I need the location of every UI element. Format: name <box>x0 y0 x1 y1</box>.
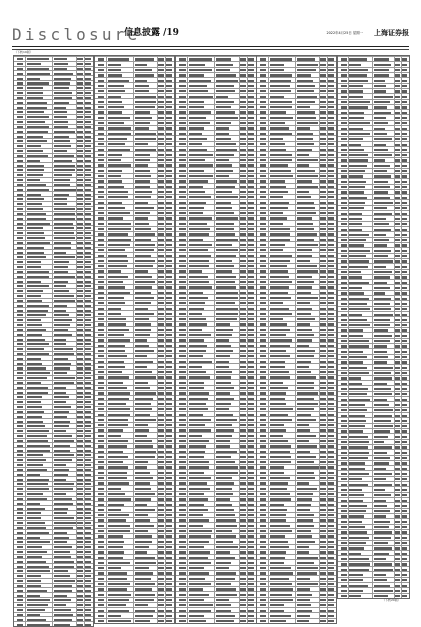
table-cell <box>166 620 172 622</box>
table-cell <box>135 620 150 622</box>
table-cell <box>270 620 287 622</box>
table-cell <box>320 620 326 622</box>
table-cell <box>108 620 131 622</box>
table-column-4 <box>256 55 337 624</box>
table-cell <box>216 620 234 622</box>
table-cell <box>179 620 185 622</box>
masthead <box>12 22 409 48</box>
table-row <box>14 621 93 626</box>
table-cell <box>189 620 206 622</box>
table-row <box>176 618 256 623</box>
table-row <box>257 618 336 623</box>
table-cell <box>98 620 104 622</box>
table-cell <box>341 595 347 597</box>
table-row <box>95 618 174 623</box>
table-column-2 <box>94 55 175 624</box>
table-cell <box>402 595 407 597</box>
masthead-rule <box>12 46 409 47</box>
table-cell <box>77 624 83 626</box>
table-cell <box>297 620 310 622</box>
masthead-rule-thin <box>12 49 409 50</box>
paper-name: 上海证券报 <box>374 28 409 37</box>
table-cell <box>17 624 23 626</box>
table-cell <box>260 620 266 622</box>
table-cell <box>158 620 164 622</box>
continuation-caption: （下转19版） <box>14 50 33 54</box>
table-column-5 <box>337 55 410 599</box>
table-cell <box>85 624 91 626</box>
table-cell <box>240 620 246 622</box>
table-cell <box>54 624 70 626</box>
table-cell <box>349 595 361 597</box>
table-column-1 <box>13 55 94 627</box>
section-title: 信息披露 /19 <box>124 28 179 38</box>
date-line: 2022年4月25日 星期一 <box>326 31 363 35</box>
table-cell <box>328 620 334 622</box>
table-cell <box>248 620 254 622</box>
continuation-footnote: （下转20版） <box>382 598 401 602</box>
table-cell <box>27 624 50 626</box>
section-brand: Disclosure <box>12 25 141 44</box>
table-column-3 <box>175 55 257 624</box>
